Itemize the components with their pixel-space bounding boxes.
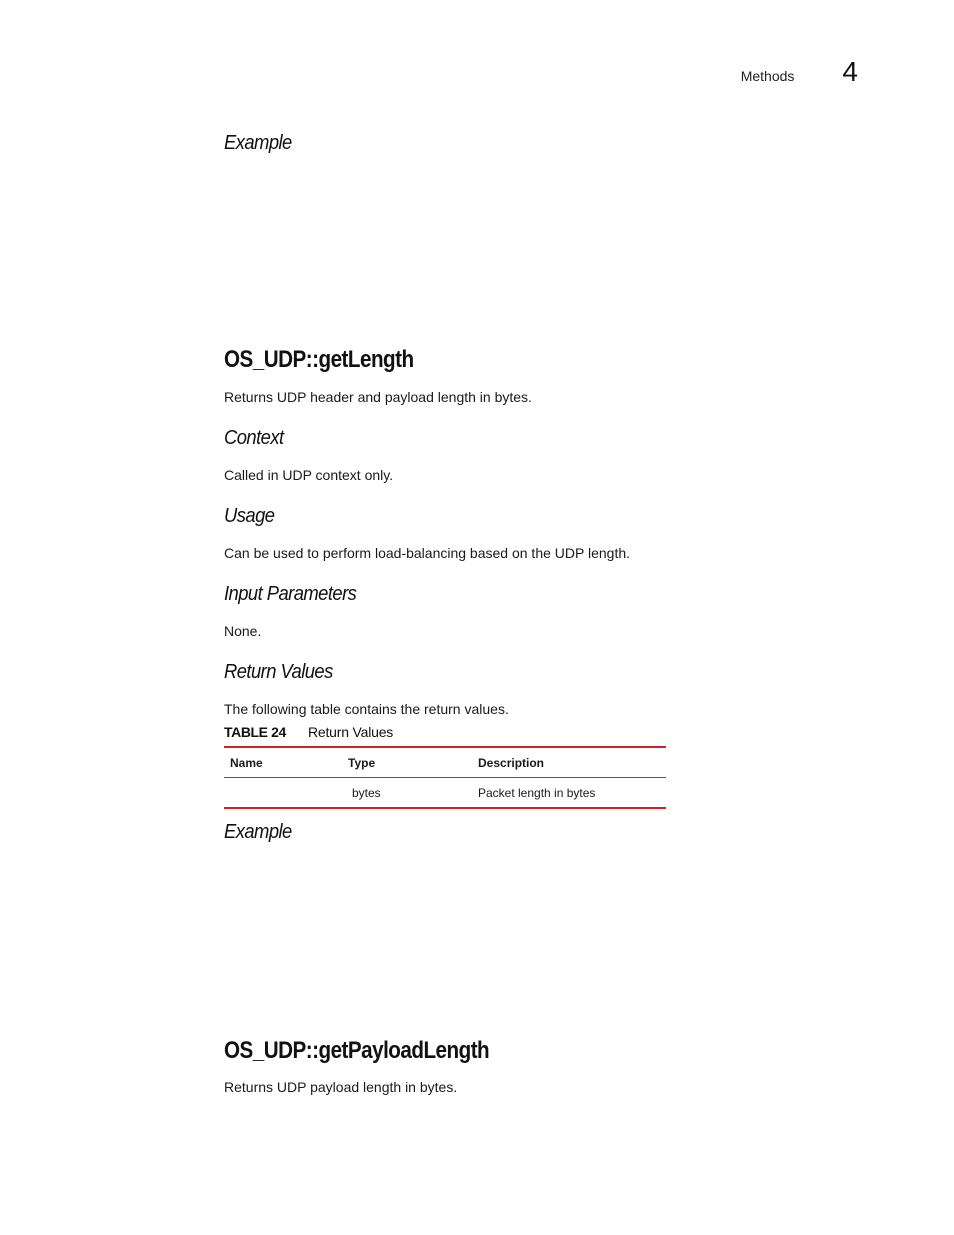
- running-header-section: Methods: [740, 68, 795, 84]
- context-text: Called in UDP context only.: [224, 467, 394, 483]
- table-cell-description: Packet length in bytes: [478, 785, 596, 800]
- return-values-text: The following table contains the return values.: [224, 701, 509, 717]
- table-row: [224, 778, 666, 807]
- example-heading-top: Example: [224, 132, 292, 154]
- table-caption-title: Return Values: [308, 724, 394, 740]
- table-header-description: Description: [478, 755, 545, 770]
- page-header: [741, 56, 858, 88]
- getpayloadlength-description: Returns UDP payload length in bytes.: [224, 1079, 458, 1095]
- table-cell-type: bytes: [352, 785, 381, 800]
- table-header-type: Type: [348, 755, 376, 770]
- table-caption: [224, 724, 393, 740]
- usage-heading: Usage: [224, 505, 275, 527]
- chapter-number: 4: [842, 56, 858, 87]
- table-header-name: Name: [230, 755, 263, 770]
- input-parameters-text: None.: [224, 623, 262, 639]
- return-values-heading: Return Values: [224, 661, 333, 683]
- usage-text: Can be used to perform load-balancing based on the UDP length.: [224, 545, 631, 561]
- context-heading: Context: [224, 427, 284, 449]
- getlength-description: Returns UDP header and payload length in bytes.: [224, 389, 532, 405]
- method-title-getlength: OS_UDP::getLength: [224, 346, 414, 373]
- return-values-table: [224, 746, 666, 809]
- method-title-getpayloadlength: OS_UDP::getPayloadLength: [224, 1037, 490, 1064]
- input-parameters-heading: Input Parameters: [224, 583, 357, 605]
- table-caption-label: TABLE 24: [224, 724, 286, 740]
- table-header-row: [224, 748, 666, 778]
- example-heading-bottom: Example: [224, 821, 292, 843]
